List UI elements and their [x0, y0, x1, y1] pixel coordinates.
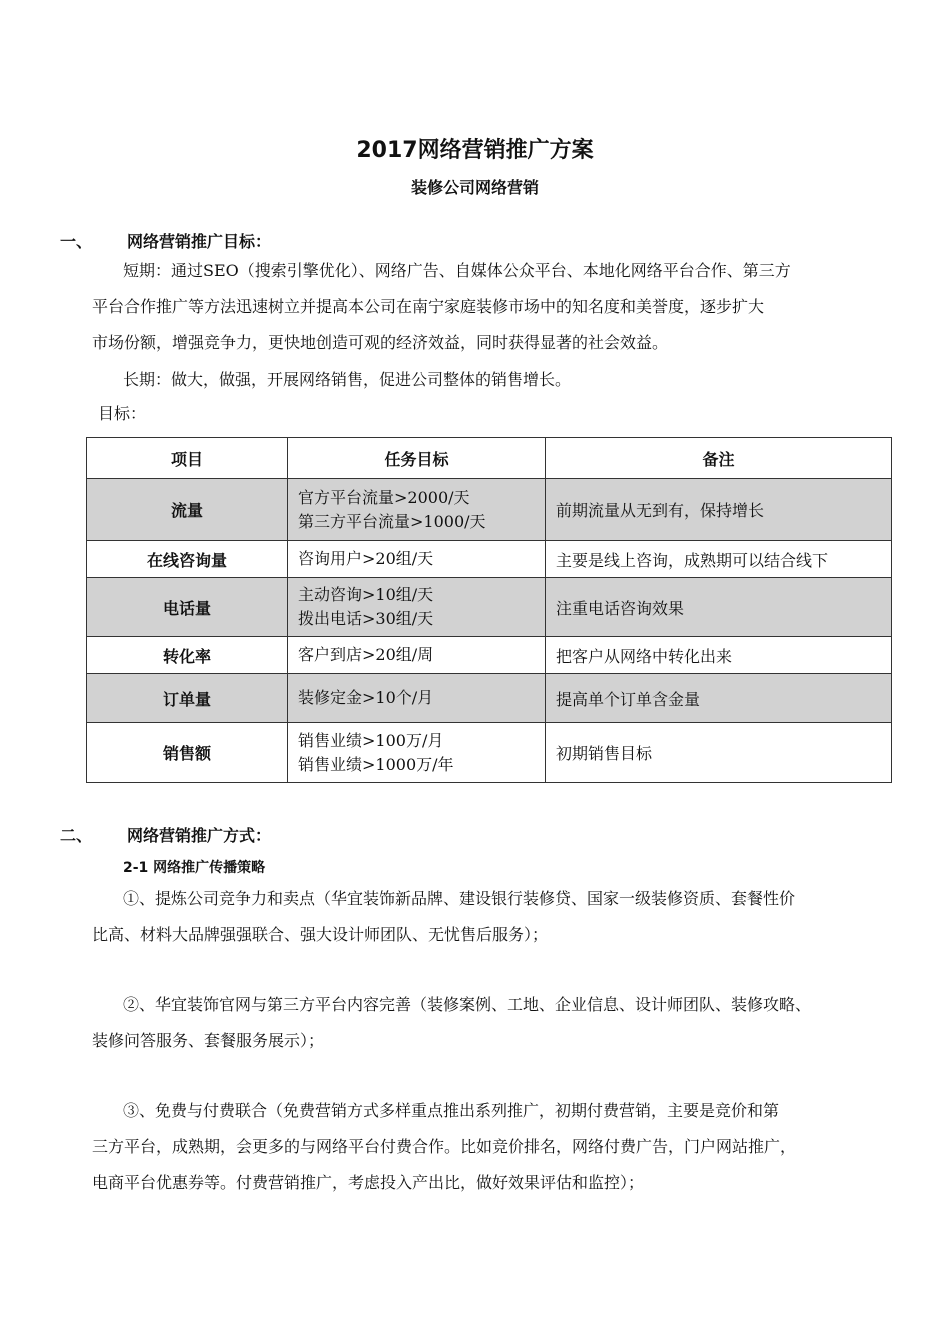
target-line: 销售业绩>1000万/年 — [298, 754, 454, 774]
row-targets — [288, 541, 546, 578]
section-2-1-heading: 2-1 网络推广传播策略 — [123, 860, 266, 876]
row-note: 初期销售目标 — [546, 723, 892, 783]
row-note: 提高单个订单含金量 — [546, 674, 892, 723]
section-2-number: 二、 — [60, 826, 93, 845]
target-line: 客户到店>20组/周 — [298, 645, 434, 664]
target-line: 第三方平台流量>1000/天 — [298, 511, 486, 531]
row-item: 转化率 — [87, 637, 288, 674]
row-item: 销售额 — [87, 723, 288, 783]
short-term-line-3: 市场份额，增强竞争力，更快地创造可观的经济效益，同时获得显著的社会效益。 — [92, 333, 669, 352]
table-row — [87, 479, 892, 541]
row-note: 主要是线上咨询，成熟期可以结合线下 — [546, 541, 892, 578]
strategy-2-line-2: 装修问答服务、套餐服务展示）； — [92, 1031, 325, 1050]
row-item: 流量 — [87, 479, 288, 541]
section-2-heading: 网络营销推广方式： — [127, 826, 272, 845]
goals-table — [86, 437, 892, 783]
row-targets — [288, 674, 546, 723]
target-line: 官方平台流量>2000/天 — [298, 487, 470, 507]
row-note: 把客户从网络中转化出来 — [546, 637, 892, 674]
strategy-1-line-2: 比高、材料大品牌强强联合、强大设计师团队、无忧售后服务）； — [92, 925, 549, 944]
row-targets — [288, 637, 546, 674]
table-header-row — [87, 438, 892, 479]
long-term-goal: 长期：做大，做强，开展网络销售，促进公司整体的销售增长。 — [123, 370, 572, 389]
strategy-1-line-1: ①、提炼公司竞争力和卖点（华宜装饰新品牌、建设银行装修贷、国家一级装修资质、套餐性价 — [123, 889, 796, 908]
header-target: 任务目标 — [288, 438, 546, 479]
table-row — [87, 723, 892, 783]
strategy-3-line-3: 电商平台优惠券等。付费营销推广，考虑投入产出比，做好效果评估和监控）； — [92, 1173, 645, 1192]
table-row — [87, 637, 892, 674]
target-line: 拨出电话>30组/天 — [298, 609, 434, 628]
row-note: 前期流量从无到有，保持增长 — [546, 479, 892, 541]
short-term-line-2: 平台合作推广等方法迅速树立并提高本公司在南宁家庭装修市场中的知名度和美誉度，逐步扩大 — [92, 297, 765, 316]
section-1-number: 一、 — [60, 232, 93, 251]
target-line: 销售业绩>100万/月 — [298, 730, 444, 750]
short-term-line-1: 短期：通过SEO（搜索引擎优化）、网络广告、自媒体公众平台、本地化网络平台合作、第三方 — [123, 261, 791, 280]
section-1-heading: 网络营销推广目标： — [127, 232, 272, 251]
table-row — [87, 578, 892, 637]
table-row — [87, 541, 892, 578]
header-note: 备注 — [546, 438, 892, 479]
document-title: 2017网络营销推广方案 — [356, 138, 594, 163]
target-line: 主动咨询>10组/天 — [298, 585, 434, 604]
row-targets — [288, 479, 546, 541]
strategy-3-line-1: ③、免费与付费联合（免费营销方式多样重点推出系列推广，初期付费营销，主要是竞价和第 — [123, 1101, 780, 1120]
goal-label: 目标： — [98, 404, 147, 423]
document-subtitle: 装修公司网络营销 — [410, 178, 539, 197]
strategy-2-line-1: ②、华宜装饰官网与第三方平台内容完善（装修案例、工地、企业信息、设计师团队、装修攻略、 — [123, 995, 812, 1014]
strategy-3-line-2: 三方平台，成熟期，会更多的与网络平台付费合作。比如竞价排名，网络付费广告，门户网站推广， — [92, 1137, 797, 1156]
target-line: 咨询用户>20组/天 — [298, 549, 434, 568]
row-targets — [288, 578, 546, 637]
row-item: 在线咨询量 — [87, 541, 288, 578]
row-targets — [288, 723, 546, 783]
table-row — [87, 674, 892, 723]
row-item: 电话量 — [87, 578, 288, 637]
row-item: 订单量 — [87, 674, 288, 723]
row-note: 注重电话咨询效果 — [546, 578, 892, 637]
header-item: 项目 — [87, 438, 288, 479]
target-line: 装修定金>10个/月 — [298, 688, 434, 707]
